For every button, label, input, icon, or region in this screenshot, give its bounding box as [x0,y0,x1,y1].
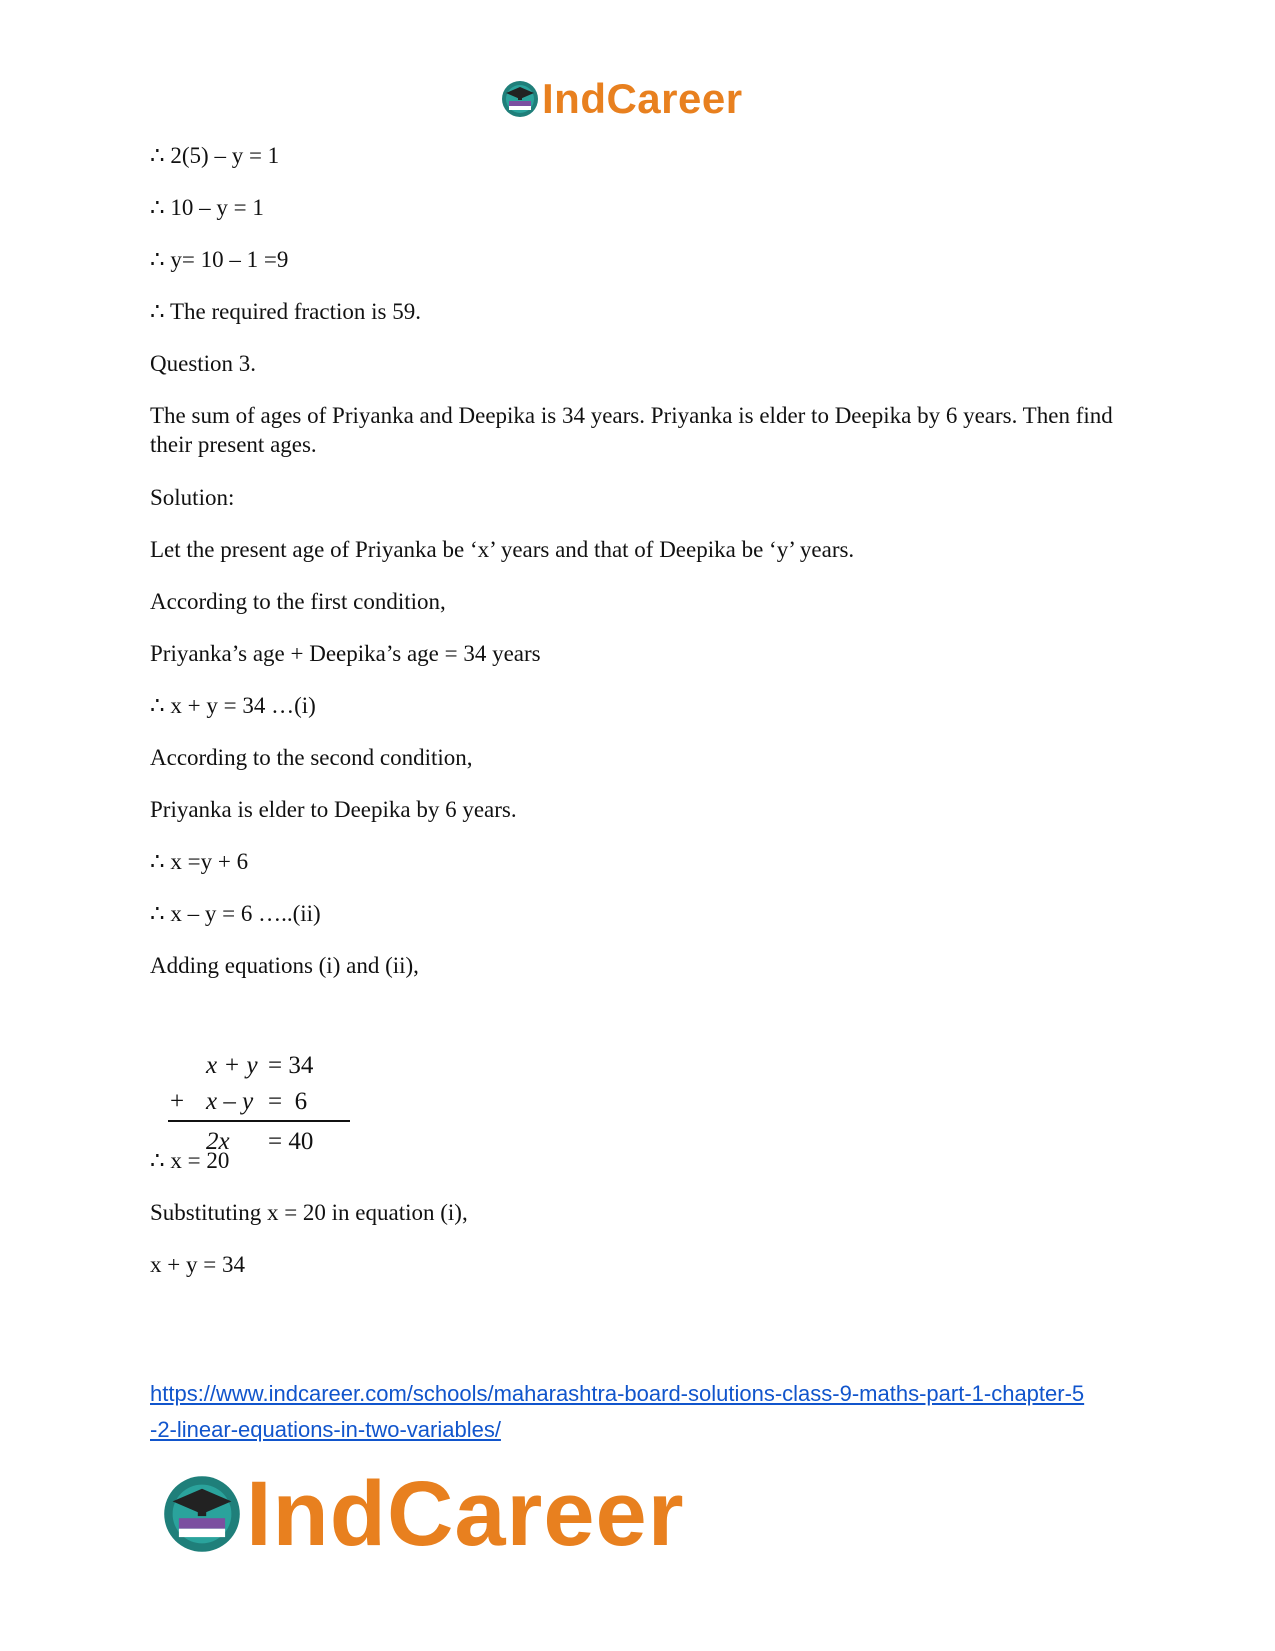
text-line: Substituting x = 20 in equation (i), [150,1200,468,1225]
footer-logo [160,1463,685,1565]
row1-rhs: = 34 [268,1052,314,1079]
question-text: The sum of ages of Priyanka and Deepika is 34 years. Priyanka is elder to Deepika by 6 years. Then find their present ages. [150,403,1119,457]
row3-rhs: = 40 [268,1128,314,1155]
text-line: ∴ 10 – y = 1 [150,195,264,220]
logo-wordmark: IndCareer [542,75,743,122]
sum-rule [168,1120,350,1122]
text-line: Priyanka is elder to Deepika by 6 years. [150,797,517,822]
plus-sign: + [170,1088,185,1115]
source-link-line1[interactable]: https://www.indcareer.com/schools/maharashtra-board-solutions-class-9-maths-part-1-chapter-5 [150,1381,1085,1406]
header-logo [500,75,743,122]
row2-rhs: = 6 [268,1088,308,1115]
text-line: ∴ y= 10 – 1 =9 [150,247,289,272]
row1-lhs: x + y [206,1052,258,1079]
text-line: ∴ 2(5) – y = 1 [150,143,280,168]
text-line: Adding equations (i) and (ii), [150,953,419,978]
text-line: Let the present age of Priyanka be ‘x’ years and that of Deepika be ‘y’ years. [150,537,855,562]
text-line: According to the first condition, [150,589,446,614]
equation-line: x + y = 34 [150,1252,245,1277]
text-line: According to the second condition, [150,745,473,770]
row2-lhs: x – y [206,1088,254,1115]
equation-line: ∴ x + y = 34 …(i) [150,693,316,718]
row3-lhs: 2x [206,1128,230,1155]
text-line: Priyanka’s age + Deepika’s age = 34 years [150,641,541,666]
equation-line: ∴ x = 20 [150,1148,230,1173]
solution-heading: Solution: [150,485,235,510]
question-heading: Question 3. [150,351,257,376]
equation-line: ∴ x =y + 6 [150,849,249,874]
text-line: ∴ The required fraction is 59. [150,299,421,324]
source-link-line2[interactable]: -2-linear-equations-in-two-variables/ [150,1417,501,1442]
graduation-book-icon [500,79,540,119]
source-link[interactable] [150,1376,1150,1448]
logo-wordmark: IndCareer [246,1463,685,1565]
equation-line: ∴ x – y = 6 …..(ii) [150,901,321,926]
graduation-book-icon [160,1472,244,1556]
